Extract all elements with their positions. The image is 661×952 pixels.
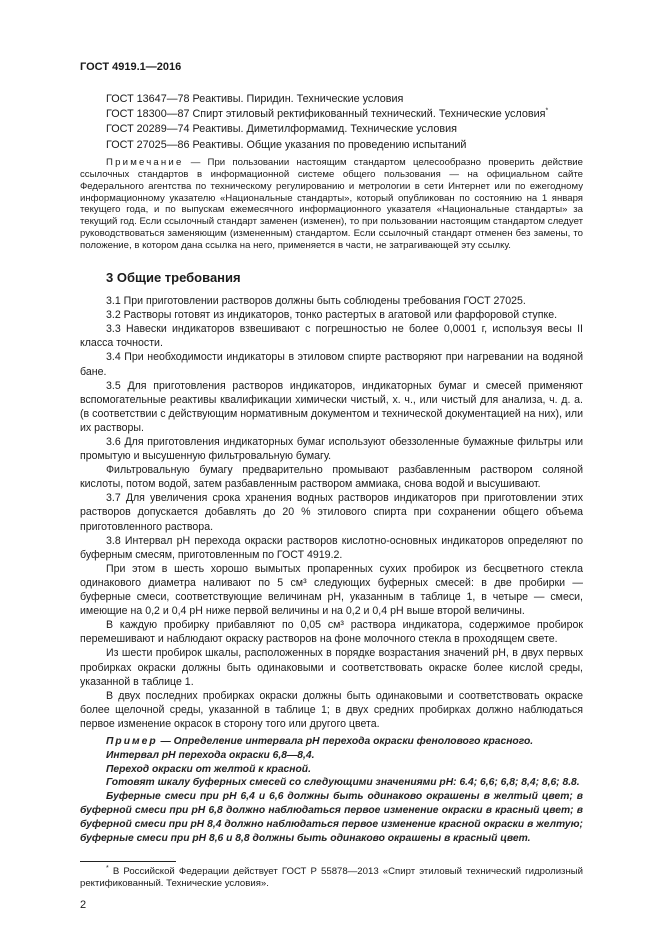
footnote-text: В Российской Федерации действует ГОСТ Р 55878—2013 «Спирт этиловый технический гидролизный ректификованный. Технические условия». <box>80 866 584 890</box>
footnote-marker: * <box>545 107 549 115</box>
example-block <box>80 735 583 845</box>
paragraph: Фильтровальную бумагу предварительно промывают разбавленным раствором соляной кислоты, потом водой, затем разбавленным раствором аммиака, снова водой и высушивают. <box>80 464 583 491</box>
paragraph: При этом в шесть хорошо вымытых пропаренных сухих пробирок из бесцветного стекла одинакового диаметра наливают по 5 см³ следующих буферных смесей: в две пробирки — буферные смеси, соответствующие величинам рН, указанным в таблице 1, в четыре — смеси, имеющие на 0,2 и 0,4 рН ниже первой величины и на 0,2 и 0,4 рН выше второй величины. <box>80 562 583 618</box>
example-first-line <box>80 735 583 749</box>
paragraph: В двух последних пробирках окраски должны быть одинаковыми и соответствовать окраске более щелочной среды, указанной в таблице 1; в двух средних пробирках должно наблюдаться первое изменение окрасок в сторону того или другого цвета. <box>80 689 583 730</box>
example-line: Интервал рН перехода окраски 6,8—8,4. <box>106 749 315 761</box>
paragraph: Из шести пробирок шкалы, расположенных в порядке возрастания значений рН, в двух первых пробирках окраски должны быть одинаковыми и соответствовать окраске более кислой среды, указанной в таблице 1. <box>80 647 583 688</box>
example-line: Переход окраски от желтой к красной. <box>106 763 311 775</box>
example-label: Пример <box>106 735 158 747</box>
paragraph: 3.1 При приготовлении растворов должны быть соблюдены требования ГОСТ 27025. <box>106 295 526 308</box>
paragraph: 3.2 Растворы готовят из индикаторов, тонко растертых в агатовой или фарфоровой ступке. <box>106 309 558 322</box>
page-number: 2 <box>80 899 87 912</box>
note-block <box>80 157 583 252</box>
section-title: 3 Общие требования <box>106 270 241 286</box>
footnote-marker: * <box>106 865 109 873</box>
reference-item <box>80 107 583 122</box>
reference-list <box>80 92 583 153</box>
reference-item: ГОСТ 13647—78 Реактивы. Пиридин. Технические условия <box>106 93 404 105</box>
example-line: Буферные смеси при рН 6,4 и 6,6 должны быть одинаково окрашены в желтый цвет; в буферной смеси при рН 6,8 должно наблюдаться первое изменение окраски в красный цвет; в буферной смеси при рН 8,4 должно наблюдаться первое изменение красной окраски в желтую; буферные смеси при рН 8,6 и 8,8 должны быть одинаково окрашены в красный цвет. <box>80 791 583 844</box>
section-body <box>80 294 583 731</box>
paragraph: 3.6 Для приготовления индикаторных бумаг используют обеззоленные бумажные фильтры или промытую и высушенную фильтровальную бумагу. <box>80 436 583 463</box>
example-line: Готовят шкалу буферных смесей со следующими значениями рН: 6.4; 6,6; 6,8; 8,4; 8,6; 8.8. <box>106 777 580 789</box>
paragraph: В каждую пробирку прибавляют по 0,05 см³ раствора индикатора, содержимое пробирок перемешивают и наблюдают окраску растворов на фоне молочного стекла в проходящем свете. <box>80 619 583 646</box>
paragraph: 3.8 Интервал рН перехода окраски растворов кислотно-основных индикаторов определяют по буферным смесям, приготовленным по ГОСТ 4919.2. <box>80 534 583 561</box>
note-text: — При пользовании настоящим стандартом целесообразно проверить действие ссылочных стандартов в информационной системе общего пользования — на официальном сайте Федерального агентства по техническому регулированию и метрологии в сети Интернет или по ежегодному информационному указателю «Национальные стандарты», который опубликован по состоянию на 1 января текущего года, и по выпускам ежемесячного информационного указателя «Национальные стандарты» за текущий год. Если ссылочный стандарт заменен (изменен), то при пользовании настоящим стандартом следует руководствоваться заменяющим (измененным) стандартом. Если ссылочный стандарт отменен без замены, то положение, в котором дана ссылка на него, применяется в части, не затрагивающей эту ссылку. <box>80 156 583 252</box>
example-text: — Определение интервала рН перехода окраски фенолового красного. <box>157 735 534 747</box>
document-header: ГОСТ 4919.1—2016 <box>80 61 182 73</box>
footnote <box>80 866 583 890</box>
note-label: Примечание <box>106 156 184 168</box>
paragraph: 3.7 Для увеличения срока хранения водных растворов индикаторов при приготовлении этих растворов допускается добавлять до 20 % этилового спирта при сохранении общего объема приготовленного раствора. <box>80 492 583 533</box>
paragraph: 3.5 Для приготовления растворов индикаторов, индикаторных бумаг и смесей применяют вспомогательные реактивы квалификации химически чистый, х. ч., или чистый для анализа, ч. д. а. (в соответствии с действующим нормативным документом и технической документацией на них), или их растворы. <box>80 379 583 434</box>
reference-item: ГОСТ 20289—74 Реактивы. Диметилформамид. Технические условия <box>106 123 457 136</box>
paragraph: 3.4 При необходимости индикаторы в этиловом спирте растворяют при нагревании на водяной бане. <box>80 351 583 378</box>
footnote-divider <box>80 861 176 862</box>
paragraph: 3.3 Навески индикаторов взвешивают с погрешностью не более 0,0001 г, используя весы II класса точности. <box>80 323 583 350</box>
reference-text: ГОСТ 18300—87 Спирт этиловый ректификованный технический. Технические условия <box>106 108 546 121</box>
reference-item: ГОСТ 27025—86 Реактивы. Общие указания по проведению испытаний <box>106 138 467 151</box>
